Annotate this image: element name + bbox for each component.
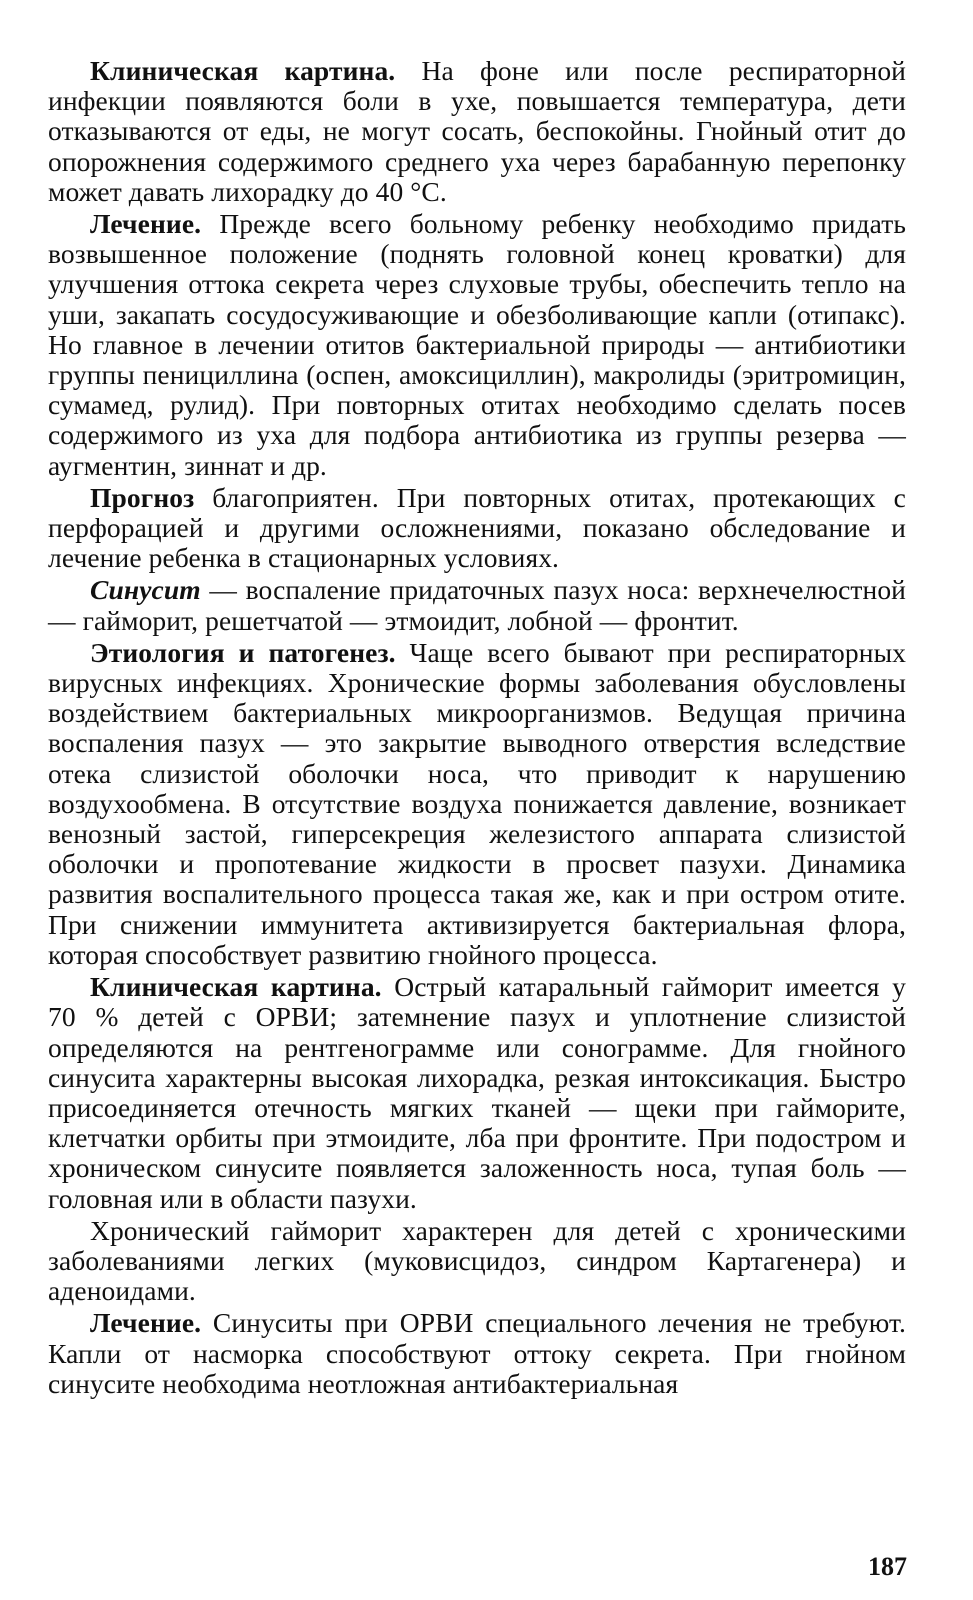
paragraph-text: — воспаление придаточных пазух носа: верхнечелюстной — гайморит, решетчатой — этмоидит, лобной — фронтит. (48, 574, 906, 636)
paragraph-treatment-otitis (48, 209, 906, 481)
paragraph-text: На фоне или после респираторной инфекции появляются боли в ухе, повышается температура, дети отказываются от еды, не могут сосать, беспокойны. Гнойный отит до опорожнения содержимого среднего уха через барабанную перепонку может давать лихорадку до 40 °С. (48, 55, 906, 207)
paragraph-lead: Лечение. (90, 208, 202, 240)
paragraph-etiology (48, 638, 906, 970)
paragraph-lead: Клиническая картина. (90, 971, 382, 1003)
paragraph-clinical-picture-otitis (48, 56, 906, 207)
paragraph-lead: Клиническая картина. (90, 55, 396, 86)
paragraph-text: Прежде всего больному ребенку необходимо придать возвышенное положение (поднять головной конец кроватки) для улучшения оттока секрета через слуховые трубы, обеспечить тепло на уши, закапать сосудосуживающие и обезболивающие капли (отипакс). Но главное в лечении отитов бактериальной природы — антибиотики группы пенициллина (оспен, амоксициллин), макролиды (эритромицин, сумамед, рулид). При повторных отитах необходимо сделать посев содержимого из уха для подбора антибиотика из группы резерва — аугментин, зиннат и др. (48, 208, 906, 481)
paragraph-clinical-picture-sinusitis (48, 972, 906, 1214)
paragraph-prognosis (48, 483, 906, 574)
paragraph-treatment-sinusitis (48, 1308, 906, 1399)
paragraph-text: Острый катаральный гайморит имеется у 70 % детей с ОРВИ; затемнение пазух и уплотнение слизистой определяются на рентгенограмме или сонограмме. Для гнойного синусита характерны высокая лихорадка, резкая интоксикация. Быстро присоединяется отечность мягких тканей — щеки при гайморите, клетчатки орбиты при этмоидите, лба при фронтите. При подостром и хроническом синусите появляется заложенность носа, тупая боль — головная или в области пазухи. (48, 971, 906, 1214)
paragraph-lead: Этиология и патогенез. (90, 636, 396, 668)
paragraph-text: благоприятен. При повторных отитах, протекающих с перфорацией и другими осложнениями, показано обследование и лечение ребенка в стационарных условиях. (48, 481, 906, 574)
paragraph-text: Чаще всего бывают при респираторных вирусных инфекциях. Хронические формы заболевания обусловлены воздействием бактериальных микроорганизмов. Ведущая причина воспаления пазух — это закрытие выводного отверстия вследствие отека слизистой оболочки носа, что приводит к нарушению воздухообмена. В отсутствие воздуха понижается давление, возникает венозный застой, гиперсекреция железистого аппарата слизистой оболочки и пропотевание жидкости в просвет пазухи. Динамика развития воспалительного процесса такая же, как и при остром отите. При снижении иммунитета активизируется бактериальная флора, которая способствует развитию гнойного процесса. (48, 636, 906, 970)
paragraph-text: Синуситы при ОРВИ специального лечения не требуют. Капли от насморка способствуют оттоку секрета. При гнойном синусите необходима неотложная антибактериальная (48, 1307, 906, 1399)
page-body (48, 56, 906, 1401)
paragraph-sinusitis-definition (48, 575, 906, 635)
paragraph-chronic-sinusitis (48, 1216, 906, 1307)
paragraph-lead: Прогноз (90, 481, 195, 513)
paragraph-text: Хронический гайморит характерен для детей с хроническими заболеваниями легких (муковисцидоз, синдром Картагенера) и аденоидами. (48, 1214, 906, 1307)
paragraph-lead: Синусит (90, 574, 201, 606)
page-number: 187 (868, 1552, 907, 1581)
paragraph-lead: Лечение. (90, 1307, 202, 1339)
